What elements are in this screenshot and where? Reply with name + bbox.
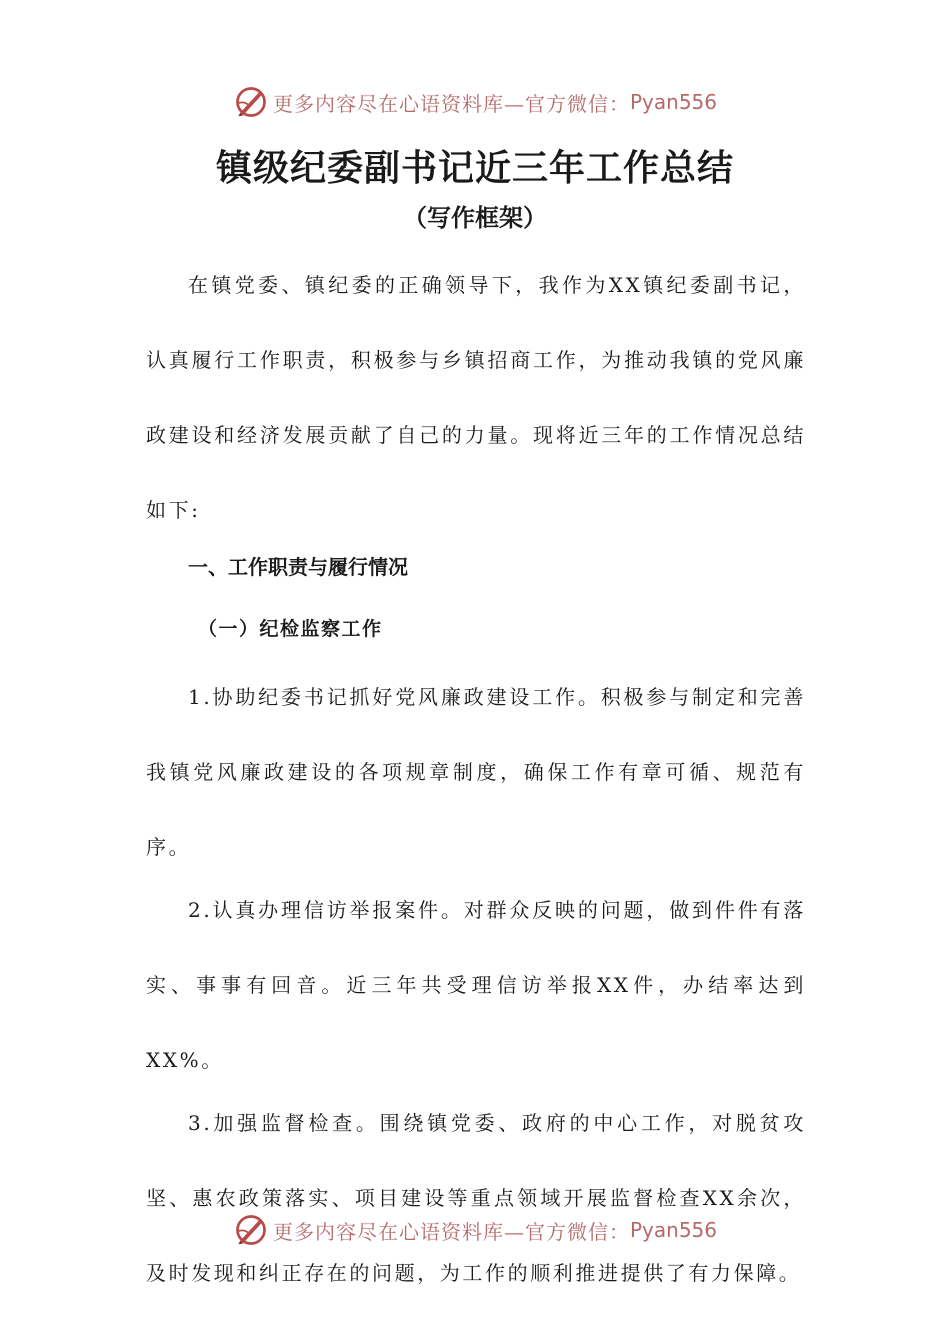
list-item: 2.认真办理信访举报案件。对群众反映的问题，做到件件有落实、事事有回音。近三年共受理信访举报XX件，办结率达到XX%。 xyxy=(146,898,806,1072)
list-item: 1.协助纪委书记抓好党风廉政建设工作。积极参与制定和完善我镇党风廉政建设的各项规章制度，确保工作有章可循、规范有序。 xyxy=(146,685,806,859)
intro-paragraph: 在镇党委、镇纪委的正确领导下，我作为XX镇纪委副书记，认真履行工作职责，积极参与乡镇招商工作，为推动我镇的党风廉政建设和经济发展贡献了自己的力量。现将近三年的工作情况总结如下: xyxy=(146,273,806,522)
section-heading: 一、工作职责与履行情况 xyxy=(188,555,408,579)
pen-logo-icon xyxy=(233,84,269,120)
watermark-text: 更多内容尽在心语资料库—官方微信： xyxy=(272,1219,630,1244)
pen-logo-icon xyxy=(233,1212,269,1248)
document-body xyxy=(146,248,806,1311)
document-title: 镇级纪委副书记近三年工作总结 xyxy=(215,147,734,189)
subsection-heading: （一）纪检监察工作 xyxy=(198,618,383,640)
watermark-wechat-id: Pyan556 xyxy=(629,90,717,114)
watermark-footer xyxy=(0,1210,950,1250)
watermark-header xyxy=(0,82,950,122)
list-item: 3.加强监督检查。围绕镇党委、政府的中心工作，对脱贫攻坚、惠农政策落实、项目建设等重点领域开展监督检查XX余次，及时发现和纠正存在的问题，为工作的顺利推进提供了有力保障。 xyxy=(146,1111,806,1285)
watermark-text: 更多内容尽在心语资料库—官方微信： xyxy=(272,91,630,116)
document-subtitle: （写作框架） xyxy=(403,203,547,232)
watermark-wechat-id: Pyan556 xyxy=(629,1218,717,1242)
